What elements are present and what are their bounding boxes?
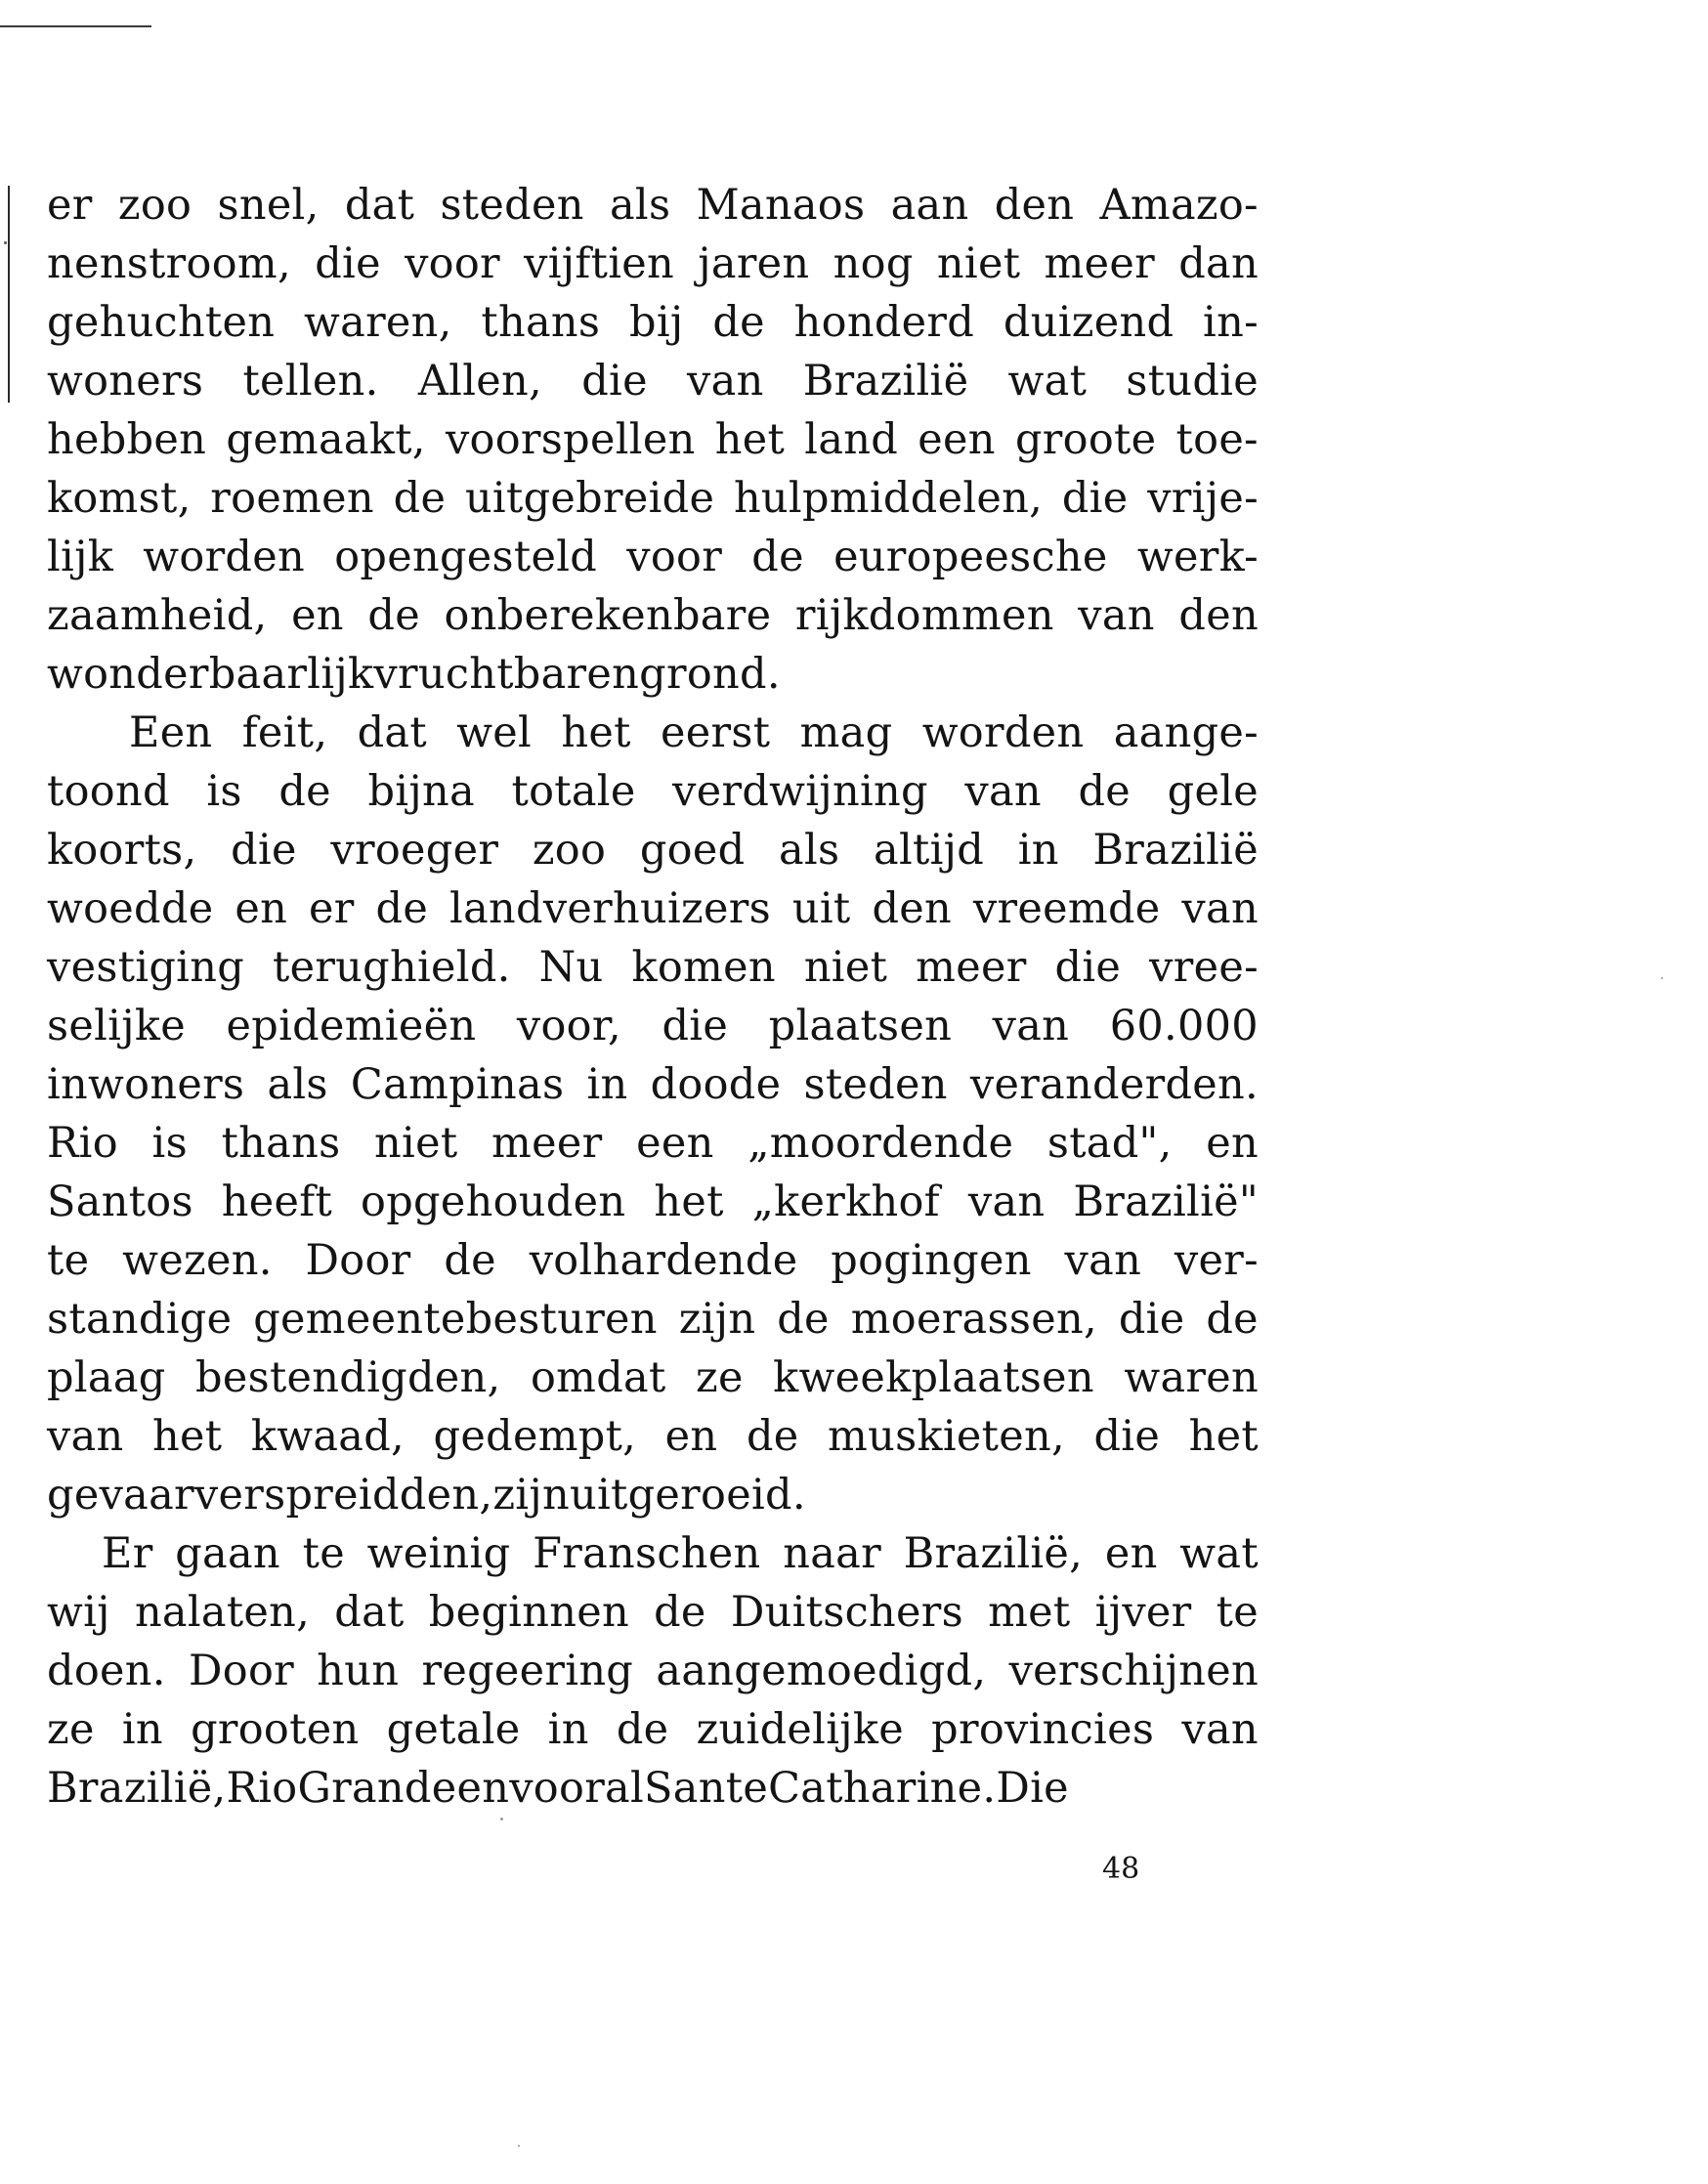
word: Brazilië — [1092, 826, 1259, 875]
word: niet — [803, 943, 888, 992]
word: nog — [833, 239, 914, 288]
word: voor, — [516, 1002, 621, 1050]
word: terughield. — [273, 943, 511, 992]
word: vroeger — [330, 826, 499, 875]
word: aange- — [1113, 708, 1259, 757]
word: waren, — [304, 298, 452, 347]
word: aan — [890, 181, 969, 230]
word: komst, — [47, 474, 192, 523]
word: beginnen — [428, 1588, 629, 1637]
word: Die — [996, 1764, 1069, 1813]
text-line — [47, 1466, 1259, 1524]
word: goed — [639, 826, 746, 875]
word: van — [992, 1002, 1070, 1050]
word: is — [206, 767, 242, 816]
word: waren — [1124, 1353, 1259, 1402]
word: voor — [405, 239, 500, 288]
word: veranderden. — [969, 1060, 1259, 1109]
word: opgehouden — [361, 1178, 626, 1226]
page-number: 48 — [1102, 1852, 1140, 1886]
word: Rio — [47, 1119, 118, 1168]
word: zuidelijke — [696, 1705, 905, 1754]
word: gevaar — [47, 1471, 194, 1520]
word: de — [712, 298, 765, 347]
word: vree- — [1149, 943, 1259, 992]
text-line — [47, 293, 1259, 352]
word: wat — [1179, 1529, 1259, 1578]
word: landverhuizers — [449, 884, 771, 933]
word: de — [393, 474, 447, 523]
word: Sante — [644, 1764, 769, 1813]
text-line — [47, 1055, 1259, 1114]
word: snel, — [217, 181, 320, 230]
word: roemen — [210, 474, 374, 523]
text-line — [47, 528, 1259, 586]
word: toond — [47, 767, 170, 816]
word: verschijnen — [1008, 1647, 1259, 1695]
word: plaatsen — [768, 1002, 953, 1050]
word: woners — [47, 357, 204, 406]
word: doen. — [47, 1647, 166, 1695]
word: groote — [1014, 415, 1157, 464]
word: dat — [344, 181, 415, 230]
word: heeft — [221, 1178, 333, 1226]
word: gemeentebesturen — [253, 1295, 658, 1344]
word: het — [561, 708, 631, 757]
word: grond. — [639, 650, 781, 699]
word: de — [1206, 1295, 1259, 1344]
word: altijd — [874, 826, 985, 875]
word: komen — [631, 943, 776, 992]
word: van — [1181, 1705, 1259, 1754]
word: de — [367, 591, 420, 640]
word: hun — [317, 1647, 400, 1695]
word: de — [654, 1588, 706, 1637]
word: zaamheid, — [47, 591, 268, 640]
word: den — [994, 181, 1075, 230]
word: in — [547, 1705, 589, 1754]
word: Een — [129, 708, 213, 757]
word: verspreidden, — [193, 1471, 493, 1520]
word: rijkdommen — [794, 591, 1054, 640]
word: als — [609, 181, 671, 230]
text-line — [47, 645, 1259, 704]
word: lijk — [47, 533, 114, 581]
word: meer — [491, 1119, 603, 1168]
word: van — [1181, 884, 1259, 933]
word: een — [636, 1119, 714, 1168]
word: doode — [650, 1060, 782, 1109]
word: europeesche — [833, 533, 1108, 581]
word: getale — [386, 1705, 521, 1754]
word: muskieten, — [828, 1412, 1065, 1461]
word: opengesteld — [334, 533, 598, 581]
word: van — [687, 357, 764, 406]
word: vreemde — [972, 884, 1161, 933]
word: thans — [221, 1119, 341, 1168]
word: niet — [936, 239, 1021, 288]
word: vijftien — [524, 239, 675, 288]
word: Allen, — [417, 357, 542, 406]
word: selijke — [47, 1002, 186, 1050]
word: Door — [305, 1236, 411, 1285]
word: ze — [696, 1353, 744, 1402]
word: zoo — [532, 826, 607, 875]
word: Brazilië — [802, 357, 969, 406]
word: Grande — [297, 1764, 457, 1813]
word: het — [714, 415, 786, 464]
word: die — [581, 357, 648, 406]
text-line — [47, 176, 1259, 235]
text-line — [47, 1407, 1259, 1466]
word: mag — [799, 708, 893, 757]
word: in- — [1203, 298, 1259, 347]
text-line — [47, 879, 1259, 938]
word: ijver — [1094, 1588, 1192, 1637]
word: wij — [47, 1588, 110, 1637]
word: vrije- — [1147, 474, 1259, 523]
word: de — [444, 1236, 496, 1285]
word: feit, — [241, 708, 328, 757]
word: volhardende — [529, 1236, 798, 1285]
word: land — [804, 415, 899, 464]
word: „kerkhof — [751, 1178, 940, 1226]
word: er — [47, 181, 93, 230]
text-line — [47, 1700, 1259, 1759]
word: koorts, — [47, 826, 197, 875]
word: vooral — [509, 1764, 645, 1813]
word: Campinas — [350, 1060, 565, 1109]
word: en — [235, 884, 288, 933]
text-line — [47, 1349, 1259, 1407]
word: bij — [629, 298, 684, 347]
word: worden — [921, 708, 1085, 757]
word: voor — [626, 533, 723, 581]
word: Brazilië, — [47, 1764, 227, 1813]
word: hulpmiddelen, — [733, 474, 1044, 523]
word: die — [231, 826, 297, 875]
word: en — [1104, 1529, 1158, 1578]
word: tellen. — [242, 357, 379, 406]
text-line — [47, 235, 1259, 293]
text-line — [47, 997, 1259, 1055]
word: en — [456, 1764, 510, 1813]
paper-speck — [518, 2145, 520, 2147]
margin-line-mark — [8, 186, 10, 403]
paper-speck — [500, 1818, 503, 1820]
word: te — [47, 1236, 90, 1285]
word: van — [47, 1412, 124, 1461]
word: onberekenbare — [444, 591, 772, 640]
word: het — [1188, 1412, 1259, 1461]
word: wezen. — [122, 1236, 273, 1285]
paper-speck — [1661, 977, 1663, 979]
word: wonderbaarlijk — [47, 650, 374, 699]
word: de — [616, 1705, 669, 1754]
word: van — [1078, 591, 1155, 640]
word: Brazilië, — [903, 1529, 1084, 1578]
word: Manaos — [696, 181, 866, 230]
text-line — [47, 469, 1259, 528]
word: in — [1017, 826, 1059, 875]
word: van — [964, 767, 1042, 816]
word: nenstroom, — [47, 239, 291, 288]
word: is — [151, 1119, 188, 1168]
text-line — [47, 1290, 1259, 1349]
word: Nu — [538, 943, 604, 992]
word: gele — [1167, 767, 1259, 816]
word: ver- — [1174, 1236, 1259, 1285]
word: zijn — [492, 1471, 570, 1520]
word: in — [586, 1060, 628, 1109]
word: woedde — [47, 884, 214, 933]
word: eerst — [661, 708, 771, 757]
word: „moordende — [747, 1119, 1014, 1168]
word: uit — [791, 884, 851, 933]
word: steden — [803, 1060, 948, 1109]
word: als — [267, 1060, 328, 1109]
word: hebben — [47, 415, 207, 464]
body-text — [47, 176, 1259, 1818]
word: worden — [143, 533, 305, 581]
word: Amazo- — [1099, 181, 1259, 230]
word: thans — [481, 298, 601, 347]
word: vestiging — [47, 943, 245, 992]
word: de — [278, 767, 331, 816]
word: uitgebreide — [464, 474, 715, 523]
word: het — [152, 1412, 223, 1461]
word: een — [918, 415, 996, 464]
word: werk- — [1136, 533, 1259, 581]
word: Duitschers — [730, 1588, 963, 1637]
word: bijna — [367, 767, 475, 816]
word: aangemoedigd, — [656, 1647, 987, 1695]
word: Catharine. — [768, 1764, 997, 1813]
text-line — [47, 821, 1259, 879]
word: de — [375, 884, 429, 933]
word: die — [1054, 943, 1122, 992]
word: Franschen — [533, 1529, 761, 1578]
word: het — [654, 1178, 724, 1226]
word: jaren — [698, 239, 810, 288]
word: toe- — [1175, 415, 1259, 464]
word: te — [302, 1529, 345, 1578]
word: verdwijning — [672, 767, 928, 816]
word: standige — [47, 1295, 233, 1344]
word: studie — [1126, 357, 1259, 406]
word: die — [1093, 1412, 1161, 1461]
word: er — [309, 884, 355, 933]
word: dat — [334, 1588, 405, 1637]
word: naar — [783, 1529, 881, 1578]
word: in — [121, 1705, 163, 1754]
text-line — [47, 1231, 1259, 1290]
word: vruchtbaren — [373, 650, 640, 699]
word: stad", — [1046, 1119, 1173, 1168]
text-line — [47, 1524, 1259, 1583]
word: die — [315, 239, 381, 288]
word: uitgeroeid. — [569, 1471, 806, 1520]
word: grooten — [191, 1705, 360, 1754]
text-line — [47, 704, 1259, 762]
word: als — [779, 826, 840, 875]
word: dan — [1178, 239, 1259, 288]
word: epidemieën — [226, 1002, 477, 1050]
word: Santos — [47, 1178, 193, 1226]
text-line — [47, 410, 1259, 469]
text-line — [47, 1759, 1259, 1818]
word: provincies — [931, 1705, 1155, 1754]
word: en — [1206, 1119, 1259, 1168]
text-line — [47, 352, 1259, 410]
word: meer — [916, 943, 1027, 992]
word: de — [777, 1295, 830, 1344]
word: ze — [47, 1705, 95, 1754]
word: kweekplaatsen — [773, 1353, 1094, 1402]
text-line — [47, 1642, 1259, 1700]
word: regeering — [421, 1647, 634, 1695]
word: Brazilië" — [1073, 1178, 1259, 1226]
word: totale — [511, 767, 636, 816]
word: en — [664, 1412, 718, 1461]
word: inwoners — [47, 1060, 245, 1109]
word: dat — [357, 708, 427, 757]
word: pogingen — [831, 1236, 1032, 1285]
word: gaan — [175, 1529, 280, 1578]
word: wel — [456, 708, 533, 757]
text-line — [47, 1114, 1259, 1173]
word: niet — [374, 1119, 458, 1168]
top-rule — [0, 25, 151, 27]
word: kwaad, — [250, 1412, 406, 1461]
text-line — [47, 938, 1259, 997]
text-line — [47, 1173, 1259, 1231]
word: weinig — [366, 1529, 511, 1578]
word: met — [988, 1588, 1071, 1637]
word: zoo — [117, 181, 192, 230]
word: omdat — [530, 1353, 666, 1402]
word: steden — [440, 181, 584, 230]
word: die — [1118, 1295, 1185, 1344]
word: Rio — [226, 1764, 298, 1813]
word: voorspellen — [445, 415, 696, 464]
margin-dot-mark — [4, 241, 7, 244]
word: gedempt, — [433, 1412, 637, 1461]
word: Er — [102, 1529, 153, 1578]
word: Door — [188, 1647, 294, 1695]
word: honderd — [793, 298, 975, 347]
word: wat — [1007, 357, 1088, 406]
word: de — [751, 533, 804, 581]
word: meer — [1044, 239, 1155, 288]
word: den — [872, 884, 953, 933]
word: te — [1216, 1588, 1259, 1637]
word: bestendigden, — [195, 1353, 501, 1402]
text-line — [47, 762, 1259, 821]
word: gemaakt, — [226, 415, 426, 464]
word: nalaten, — [134, 1588, 311, 1637]
word: 60.000 — [1109, 1002, 1259, 1050]
word: die — [1061, 474, 1129, 523]
word: die — [662, 1002, 729, 1050]
word: plaag — [47, 1353, 166, 1402]
word: zijn — [678, 1295, 756, 1344]
word: den — [1178, 591, 1259, 640]
word: van — [967, 1178, 1046, 1226]
word: de — [746, 1412, 799, 1461]
word: de — [1078, 767, 1132, 816]
text-line — [47, 1583, 1259, 1642]
word: duizend — [1003, 298, 1174, 347]
text-line — [47, 586, 1259, 645]
word: en — [291, 591, 344, 640]
word: gehuchten — [47, 298, 276, 347]
word: moerassen, — [850, 1295, 1097, 1344]
word: van — [1064, 1236, 1142, 1285]
